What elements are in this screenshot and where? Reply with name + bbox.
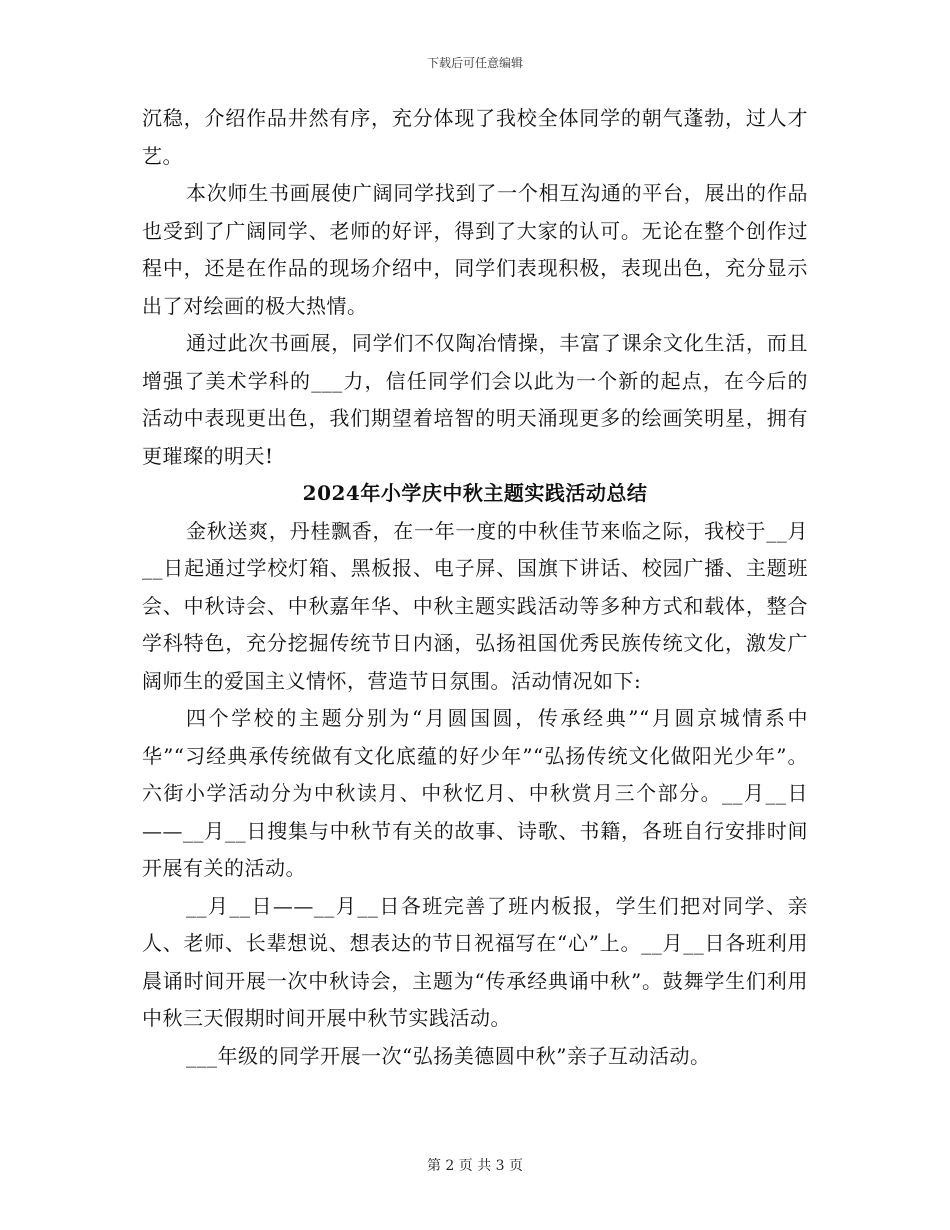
section-title: 2024年小学庆中秋主题实践活动总结 <box>302 481 648 505</box>
document-body <box>142 100 808 1075</box>
page-footer: 第 2 页 共 3 页 <box>426 1158 524 1174</box>
page-header: 下载后可任意编辑 <box>426 56 523 70</box>
paragraph: 四个学校的主题分别为“月圆国圆，传承经典”“月圆京城情系中华”“习经典承传统做有文化底蕴的好少年”“弘扬传统文化做阳光少年”。六街小学活动分为中秋读月、中秋忆月、中秋赏月三个部分。__月__日——__月__日搜集与中秋节有关的故事、诗歌、书籍，各班自行安排时间开展有关的活动。 <box>142 706 808 880</box>
paragraph: __月__日——__月__日各班完善了班内板报，学生们把对同学、亲人、老师、长辈想说、想表达的节日祝福写在“心”上。__月__日各班利用晨诵时间开展一次中秋诗会，主题为“传承经典诵中秋”。鼓舞学生们利用中秋三天假期时间开展中秋节实践活动。 <box>142 893 808 1030</box>
paragraph: 金秋送爽，丹桂飘香，在一年一度的中秋佳节来临之际，我校于__月__日起通过学校灯箱、黑板报、电子屏、国旗下讲话、校园广播、主题班会、中秋诗会、中秋嘉年华、中秋主题实践活动等多种方式和载体，整合学科特色，充分挖掘传统节日内涵，弘扬祖国优秀民族传统文化，激发广阔师生的爱国主义情怀，营造节日氛围。活动情况如下: <box>142 518 808 693</box>
paragraph: 沉稳，介绍作品井然有序，充分体现了我校全体同学的朝气蓬勃，过人才艺。 <box>142 106 808 168</box>
paragraph: 本次师生书画展使广阔同学找到了一个相互沟通的平台，展出的作品也受到了广阔同学、老师的好评，得到了大家的认可。无论在整个创作过程中，还是在作品的现场介绍中，同学们表现积极，表现出色，充分显示出了对绘画的极大热情。 <box>142 181 808 318</box>
paragraph: ___年级的同学开展一次“弘扬美德圆中秋”亲子互动活动。 <box>186 1043 711 1068</box>
paragraph: 通过此次书画展，同学们不仅陶冶情操，丰富了课余文化生活，而且增强了美术学科的___力，信任同学们会以此为一个新的起点，在今后的活动中表现更出色，我们期望着培智的明天涌现更多的绘画笑明星，拥有更璀璨的明天! <box>142 331 808 468</box>
